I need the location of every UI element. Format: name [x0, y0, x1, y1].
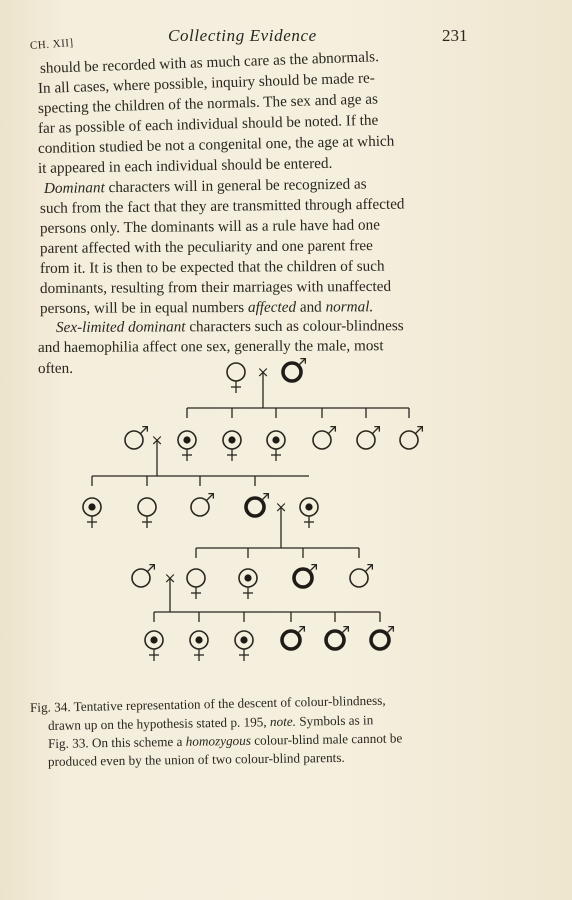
text-segment: it appeared in each individual should be entered.	[37, 154, 333, 177]
male-circle	[125, 431, 143, 449]
mating-cross: ×	[256, 363, 270, 381]
text-segment: should be recorded with as much care as the abnormals.	[39, 48, 380, 77]
male-symbol	[326, 627, 348, 649]
male-arrow-shaft	[261, 494, 268, 501]
body-line	[40, 216, 380, 238]
running-head	[0, 22, 572, 52]
text-segment: condition studied be not a congenital one, the age at which	[37, 132, 395, 157]
male-circle	[294, 569, 312, 587]
male-circle	[400, 431, 418, 449]
affected-dot	[244, 574, 251, 581]
male-symbol	[283, 359, 305, 381]
body-line	[40, 258, 385, 278]
generation-5	[145, 627, 393, 661]
caption-line	[48, 750, 345, 770]
descent-line	[154, 578, 380, 622]
generation-3	[83, 494, 318, 528]
affected-dot	[272, 436, 279, 443]
female-symbol	[227, 363, 245, 393]
affected-dot	[240, 636, 247, 643]
body-line	[38, 155, 333, 178]
male-arrow-shaft	[415, 427, 422, 434]
generation-1	[227, 359, 305, 393]
male-circle	[371, 631, 389, 649]
affected-dot	[228, 436, 235, 443]
chapter-label: CH. XII]	[29, 36, 75, 52]
body-line	[40, 298, 373, 318]
male-circle	[326, 631, 344, 649]
body-line	[40, 237, 373, 258]
male-arrow-shaft	[372, 427, 379, 434]
female-symbol	[223, 431, 241, 461]
male-arrow-shaft	[147, 565, 154, 572]
male-circle	[282, 631, 300, 649]
page-number: 231	[442, 26, 468, 45]
male-circle	[132, 569, 150, 587]
text-segment: dominants, resulting from their marriages with unaffected	[39, 277, 392, 297]
female-symbol	[235, 631, 253, 661]
female-symbol	[187, 569, 205, 599]
female-circle	[227, 363, 245, 381]
female-symbol	[178, 431, 196, 461]
body-line	[40, 196, 405, 218]
male-symbol	[313, 427, 335, 449]
affected-dot	[195, 636, 202, 643]
text-segment: affected	[247, 298, 297, 316]
mating-cross: ×	[274, 498, 288, 516]
text-segment: from it. It is then to be expected that the children of such	[39, 257, 385, 277]
female-circle	[187, 569, 205, 587]
male-circle	[246, 498, 264, 516]
text-segment: homozygous	[185, 732, 252, 749]
text-segment: Fig. 33. On this scheme a	[47, 733, 186, 751]
female-symbol	[138, 498, 156, 528]
text-segment: often.	[37, 359, 74, 377]
text-segment: produced even by the union of two colour-blind parents.	[47, 749, 345, 769]
text-segment: colour-blind male cannot be	[250, 730, 403, 748]
mating-cross: ×	[150, 431, 164, 449]
generation-2	[125, 427, 422, 461]
affected-dot	[305, 503, 312, 510]
text-segment: characters such as colour-blindness	[185, 317, 404, 336]
female-symbol	[83, 498, 101, 528]
male-symbol	[132, 565, 154, 587]
male-arrow-shaft	[140, 427, 147, 434]
generation-4	[132, 565, 372, 599]
text-segment: such from the fact that they are transmitted through affected	[39, 195, 405, 217]
male-arrow-shaft	[341, 627, 348, 634]
body-line	[44, 175, 367, 198]
text-segment: Symbols as in	[295, 712, 374, 729]
body-line	[40, 278, 391, 298]
text-segment: persons only. The dominants will as a rule have had one	[39, 216, 381, 237]
text-segment: Fig. 34. Tentative representation of the descent of colour-blindness,	[29, 692, 386, 715]
male-symbol	[191, 494, 213, 516]
text-segment: specting the children of the normals. The sex and age as	[37, 90, 379, 117]
male-circle	[350, 569, 368, 587]
male-arrow-shaft	[365, 565, 372, 572]
affected-dot	[183, 436, 190, 443]
male-circle	[313, 431, 331, 449]
text-segment: Sex-limited dominant	[55, 318, 186, 336]
caption-line	[48, 730, 403, 752]
male-symbol	[357, 427, 379, 449]
male-symbol	[282, 627, 304, 649]
male-symbol	[400, 427, 422, 449]
male-symbol	[371, 627, 393, 649]
text-segment: drawn up on the hypothesis stated p. 195,	[47, 714, 271, 733]
female-circle	[138, 498, 156, 516]
text-segment: far as possible of each individual should be noted. If the	[37, 111, 379, 137]
male-arrow-shaft	[386, 627, 393, 634]
male-arrow-shaft	[206, 494, 213, 501]
affected-dot	[88, 503, 95, 510]
female-symbol	[239, 569, 257, 599]
male-symbol	[350, 565, 372, 587]
running-title: Collecting Evidence	[168, 26, 317, 45]
female-symbol	[300, 498, 318, 528]
male-symbol	[294, 565, 316, 587]
male-arrow-shaft	[297, 627, 304, 634]
text-segment: characters will in general be recognized as	[104, 175, 367, 197]
male-circle	[357, 431, 375, 449]
text-segment: normal.	[325, 298, 374, 316]
female-symbol	[267, 431, 285, 461]
female-symbol	[145, 631, 163, 661]
text-segment: Dominant	[43, 179, 105, 197]
text-segment: parent affected with the peculiarity and one parent free	[39, 237, 373, 257]
male-circle	[283, 363, 301, 381]
male-arrow-shaft	[328, 427, 335, 434]
pedigree-diagram	[0, 350, 572, 680]
female-symbol	[190, 631, 208, 661]
text-segment: and haemophilia affect one sex, generally the male, most	[37, 337, 384, 356]
male-symbol	[246, 494, 268, 516]
affected-dot	[150, 636, 157, 643]
text-segment: In all cases, where possible, inquiry should be made re-	[37, 69, 376, 97]
mating-cross: ×	[163, 569, 177, 587]
text-segment: and	[295, 298, 326, 316]
male-arrow-shaft	[298, 359, 305, 366]
male-arrow-shaft	[309, 565, 316, 572]
text-segment: note.	[269, 713, 297, 730]
text-segment: persons, will be in equal numbers	[39, 298, 248, 317]
male-circle	[191, 498, 209, 516]
male-symbol	[125, 427, 147, 449]
descent-line	[92, 440, 309, 486]
body-line	[56, 317, 404, 337]
